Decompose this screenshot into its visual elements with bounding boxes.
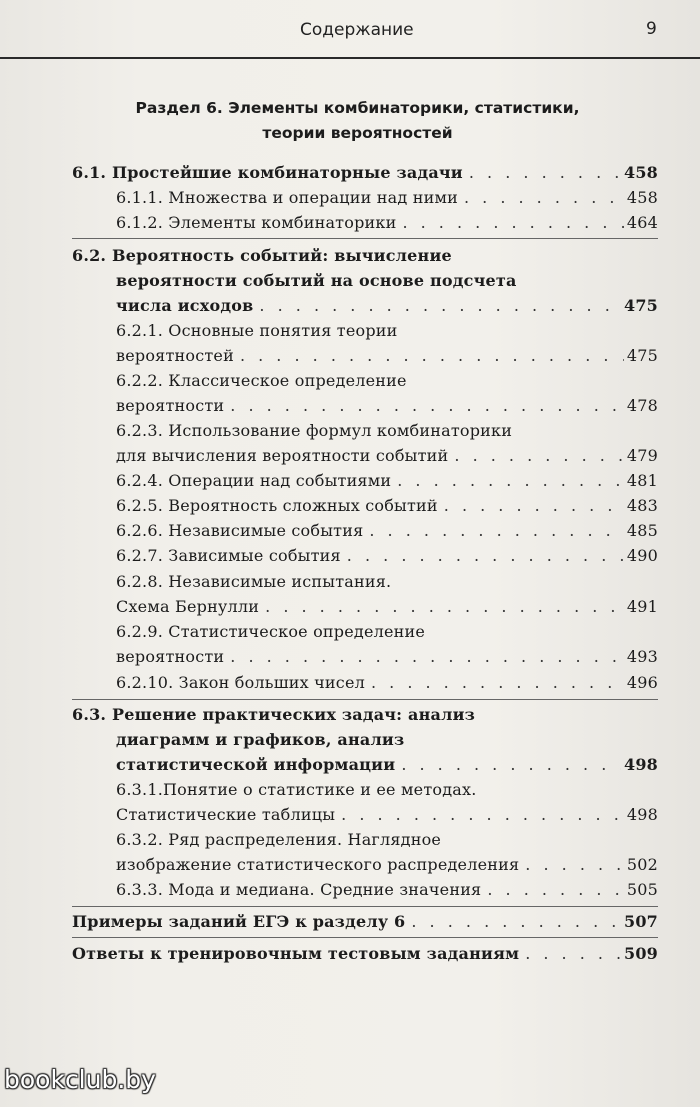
toc-entry-6-2[interactable]: [116, 295, 658, 317]
toc-entry-text: для вычисления вероятности событий: [116, 446, 449, 465]
toc-entry-page: 483: [626, 496, 658, 515]
toc-entry-6-2-1[interactable]: [116, 345, 658, 367]
dot-leader: [265, 596, 624, 618]
page-header: [0, 0, 700, 58]
toc-entry-text: Схема Бернулли: [116, 597, 260, 616]
toc-entry-6-3-line1: 6.3. Решение практических задач: анализ: [72, 705, 476, 724]
toc-entry-page: 498: [624, 755, 658, 774]
toc-entry-6-3-2[interactable]: [116, 854, 658, 876]
toc-entry-text: числа исходов: [116, 296, 254, 315]
dot-leader: [371, 672, 624, 694]
toc-entry-text: 6.1.1. Множества и операции над ними: [116, 188, 458, 207]
dot-leader: [230, 646, 624, 668]
toc-entry-page: 458: [626, 188, 658, 207]
toc-entry-6-2-8-line1: 6.2.8. Независимые испытания.: [116, 572, 392, 591]
toc-entry-6-1-2[interactable]: [116, 212, 658, 234]
toc-entry-text: 6.1.2. Элементы комбинаторики: [116, 213, 397, 232]
toc-entry-page: 491: [626, 597, 658, 616]
toc-entry-6-3-line2: диаграмм и графиков, анализ: [116, 730, 405, 749]
dot-leader: [402, 212, 623, 234]
group-divider: [72, 699, 658, 700]
toc-entry-6-2-10[interactable]: [116, 672, 658, 694]
dot-leader: [259, 295, 621, 317]
dot-leader: [411, 911, 621, 933]
toc-entry-text: 6.3.3. Мода и медиана. Средние значения: [116, 880, 482, 899]
toc-entry-page: 458: [624, 163, 658, 182]
toc-entry-text: Ответы к тренировочным тестовым заданиям: [72, 944, 520, 963]
toc-entry-answers[interactable]: [72, 943, 658, 965]
toc-entry-6-2-8[interactable]: [116, 596, 658, 618]
toc-entry-6-3-3[interactable]: [116, 879, 658, 901]
toc-entry-page: 479: [626, 446, 658, 465]
toc-entry-page: 475: [624, 296, 658, 315]
toc-entry-6-2-3[interactable]: [116, 445, 658, 467]
toc-entry-6-1[interactable]: [72, 162, 658, 184]
toc-entry-6-2-5[interactable]: [116, 495, 658, 517]
toc-entry-page: 507: [624, 912, 658, 931]
toc-entry-page: 505: [626, 880, 658, 899]
running-title: Содержание: [300, 20, 414, 40]
group-divider: [72, 937, 658, 938]
toc-entry-6-2-3-line1: 6.2.3. Использование формул комбинаторики: [116, 421, 513, 440]
group-divider: [72, 238, 658, 239]
toc-entry-6-2-7[interactable]: [116, 545, 658, 567]
section-title-line1: Раздел 6. Элементы комбинаторики, статистики,: [135, 99, 580, 117]
watermark: bookclub.by: [4, 1065, 156, 1094]
toc-entry-6-2-line1: 6.2. Вероятность событий: вычисление: [72, 246, 452, 265]
toc-entry-page: 481: [626, 471, 658, 490]
dot-leader: [401, 754, 621, 776]
toc-entry-6-2-2[interactable]: [116, 395, 658, 417]
toc-entry-text: 6.2.5. Вероятность сложных событий: [116, 496, 438, 515]
toc-entry-page: 478: [626, 396, 658, 415]
toc-entry-text: Статистические таблицы: [116, 805, 336, 824]
dot-leader: [487, 879, 624, 901]
toc-entry-page: 496: [626, 673, 658, 692]
dot-leader: [464, 187, 624, 209]
toc-entry-6-3[interactable]: [116, 754, 658, 776]
toc-entry-6-2-2-line1: 6.2.2. Классическое определение: [116, 371, 407, 390]
toc-entry-examples[interactable]: [72, 911, 658, 933]
toc-entry-6-2-9[interactable]: [116, 646, 658, 668]
toc-entry-text: вероятности: [116, 647, 225, 666]
page-number: 9: [646, 19, 657, 39]
section-title-line2: теории вероятностей: [262, 124, 453, 142]
toc-entry-6-3-1-line1: 6.3.1.Понятие о статистике и ее методах.: [116, 780, 477, 799]
toc-entry-text: 6.1. Простейшие комбинаторные задачи: [72, 163, 463, 182]
toc-entry-text: вероятностей: [116, 346, 234, 365]
toc-entry-text: Примеры заданий ЕГЭ к разделу 6: [72, 912, 406, 931]
toc-entry-text: изображение статистического распределения: [116, 855, 520, 874]
toc-entry-6-2-4[interactable]: [116, 470, 658, 492]
toc-entry-text: вероятности: [116, 396, 225, 415]
toc-entry-page: 485: [626, 521, 658, 540]
section-title: [80, 96, 635, 146]
toc-entry-6-2-line2: вероятности событий на основе подсчета: [116, 271, 517, 290]
dot-leader: [230, 395, 624, 417]
toc-entry-page: 475: [626, 346, 658, 365]
toc-entry-text: 6.2.7. Зависимые события: [116, 546, 341, 565]
toc-entry-text: статистической информации: [116, 755, 396, 774]
toc-entry-text: 6.2.4. Операции над событиями: [116, 471, 392, 490]
dot-leader: [240, 345, 624, 367]
toc-entry-6-3-2-line1: 6.3.2. Ряд распределения. Наглядное: [116, 830, 442, 849]
dot-leader: [341, 804, 624, 826]
dot-leader: [369, 520, 623, 542]
group-divider: [72, 906, 658, 907]
toc-entry-page: 490: [626, 546, 658, 565]
toc-entry-6-2-6[interactable]: [116, 520, 658, 542]
toc-entry-6-2-1-line1: 6.2.1. Основные понятия теории: [116, 321, 398, 340]
dot-leader: [525, 854, 624, 876]
toc-entry-page: 493: [626, 647, 658, 666]
toc-entry-page: 509: [624, 944, 658, 963]
toc-entry-page: 498: [626, 805, 658, 824]
toc-entry-page: 502: [626, 855, 658, 874]
toc-entry-6-1-1[interactable]: [116, 187, 658, 209]
toc-entry-text: 6.2.6. Независимые события: [116, 521, 364, 540]
toc-entry-6-3-1[interactable]: [116, 804, 658, 826]
dot-leader: [454, 445, 623, 467]
dot-leader: [444, 495, 624, 517]
dot-leader: [525, 943, 621, 965]
toc-entry-text: 6.2.10. Закон больших чисел: [116, 673, 365, 692]
dot-leader: [397, 470, 624, 492]
header-rule: [0, 57, 700, 59]
toc-entry-page: 464: [626, 213, 658, 232]
toc-entry-6-2-9-line1: 6.2.9. Статистическое определение: [116, 622, 426, 641]
dot-leader: [347, 545, 624, 567]
dot-leader: [469, 162, 621, 184]
